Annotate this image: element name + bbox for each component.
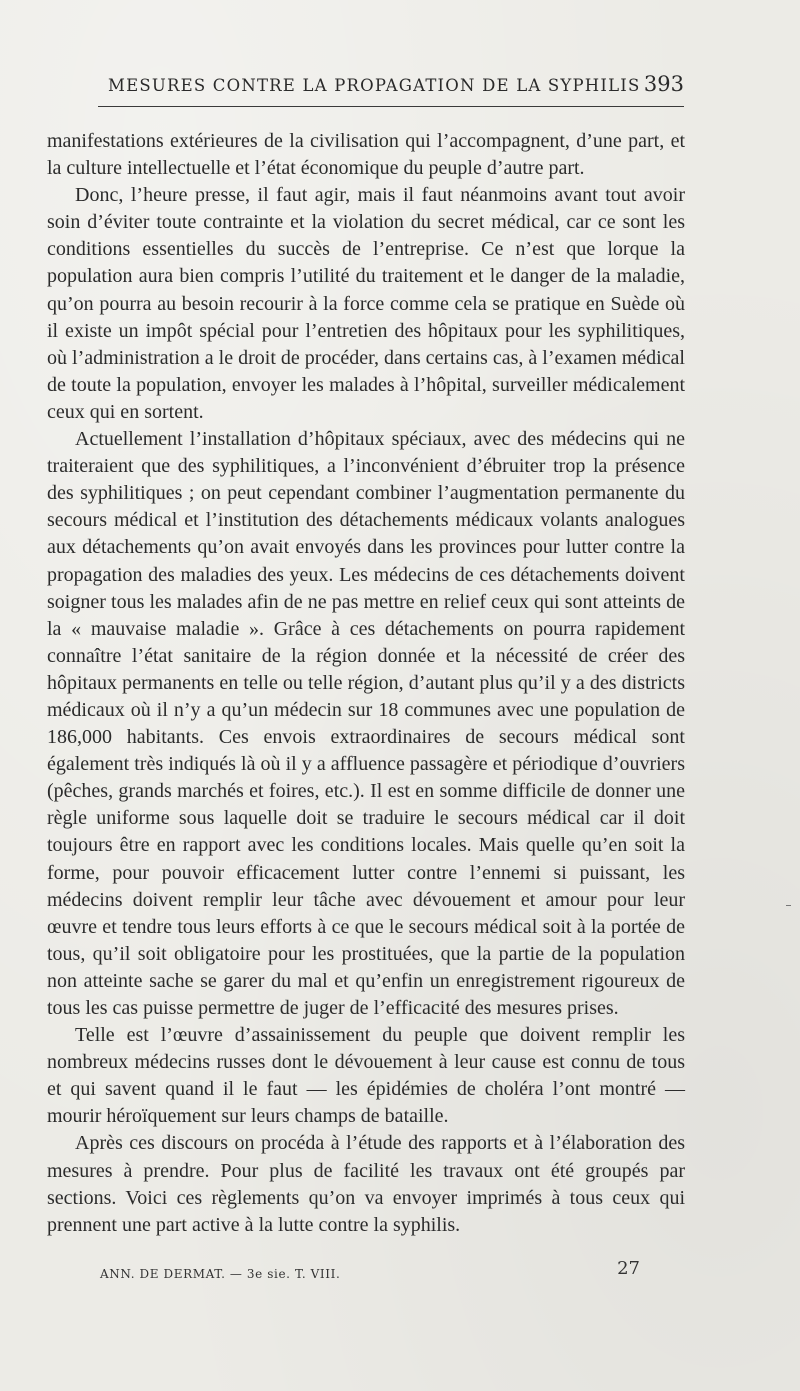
margin-mark bbox=[786, 905, 791, 906]
page-number: 393 bbox=[643, 72, 684, 96]
paragraph: Actuellement l’installation d’hôpitaux spéciaux, avec des médecins qui ne traiteraient que des syphilitiques, a l’inconvénient d’ébruiter trop la présence des syphilitiques ; on peut cependant combiner l’augmentation permanente du secours médical et l’institution des détachements médicaux volants analogues aux détachements qu’on avait envoyés dans les provinces pour lutter contre la propagation des maladies des yeux. Les médecins de ces détachements doivent soigner tous les malades afin de ne pas mettre en relief ceux qui sont atteints de la « mauvaise maladie ». Grâce à ces détachements on pourra rapidement connaître l’état sanitaire de la région donnée et la nécessité de créer des hôpitaux permanents en telle ou telle région, d’autant plus qu’il y a des districts médicaux où il n’y a qu’un médecin sur 18 communes avec une population de 186,000 habitants. Ces envois extraordinaires de secours médical sont également très indiqués là où il y a affluence passagère et périodique d’ouvriers (pêches, grands marchés et foires, etc.). Il est en somme difficile de donner une règle uniforme sous laquelle doit se traduire le secours médical car il doit toujours être en rapport avec les conditions locales. Mais quelle qu’en soit la forme, pour pouvoir efficacement lutter contre l’ennemi si puissant, les médecins doivent remplir leur tâche avec dévouement et amour pour leur œuvre et tendre tous leurs efforts à ce que le secours médical soit à la portée de tous, qu’il soit obligatoire pour les prostituées, que la partie de la population non atteinte sache se garer du mal et qu’enfin un enregistrement rigoureux de tous les cas puisse permettre de juger de l’efficacité des mesures prises. bbox=[47, 428, 685, 1019]
running-head: MESURES CONTRE LA PROPAGATION DE LA SYPHILIS bbox=[108, 76, 641, 95]
footer-signature: ANN. DE DERMAT. — 3e sie. T. VIII. bbox=[100, 1267, 341, 1281]
page-header bbox=[108, 70, 684, 100]
header-rule bbox=[98, 106, 684, 107]
paragraph: Telle est l’œuvre d’assainissement du peuple que doivent remplir les nombreux médecins russes dont le dévouement à leur cause est connu de tous et qui savent quand il le faut — les épidémies de choléra l’ont montré — mourir héroïquement sur leurs champs de bataille. bbox=[47, 1024, 685, 1128]
paragraph: Donc, l’heure presse, il faut agir, mais il faut néanmoins avant tout avoir soin d’éviter toute contrainte et la violation du secret médical, car ce sont les conditions essentielles du succès de l’entreprise. Ce n’est que lorque la population aura bien compris l’utilité du traitement et le danger de la maladie, qu’on pourra au besoin recourir à la force comme cela se pratique en Suède où il existe un impôt spécial pour l’entretien des hôpitaux pour les syphilitiques, où l’administration a le droit de procéder, dans certains cas, à l’examen médical de toute la population, envoyer les malades à l’hôpital, surveiller médicalement ceux qui en sortent. bbox=[47, 184, 685, 423]
paragraph: Après ces discours on procéda à l’étude des rapports et à l’élaboration des mesures à prendre. Pour plus de facilité les travaux ont été groupés par sections. Voici ces règlements qu’on va envoyer imprimés à tous ceux qui prennent une part active à la lutte contre la syphilis. bbox=[47, 1132, 685, 1236]
sheet-number: 27 bbox=[617, 1258, 640, 1279]
page-footer bbox=[100, 1258, 640, 1288]
body-text bbox=[47, 128, 685, 1239]
paragraph: manifestations extérieures de la civilisation qui l’accompagnent, d’une part, et la culture intellectuelle et l’état économique du peuple d’autre part. bbox=[47, 130, 685, 180]
